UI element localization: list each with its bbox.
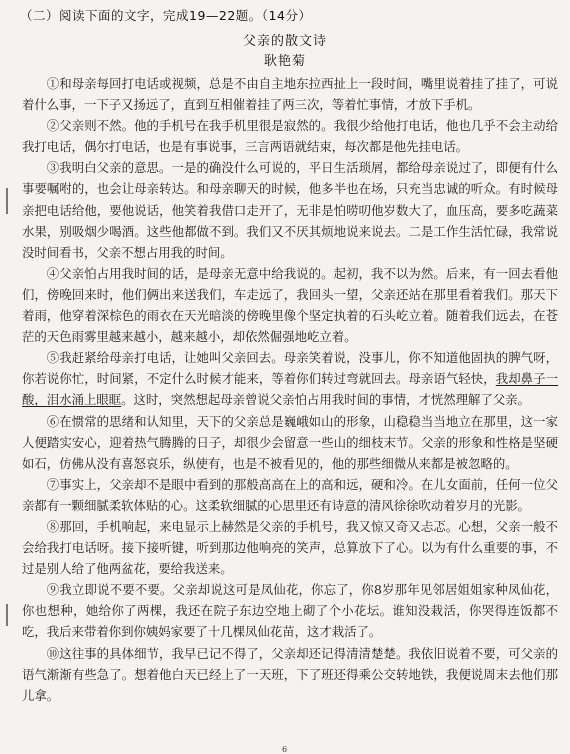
- paragraph-text: ②父亲则不然。他的手机号在我手机里很是寂然的。我很少给他打电话，他也几乎不会主动给我打电话，偶尔打电话，也是有事说事，三言两语就结束，每次都是他先挂电话。: [22, 118, 558, 155]
- paragraph-10: [22, 643, 558, 706]
- paragraph-6: [22, 411, 558, 474]
- paragraph-text: 。这时，突然想起母亲曾说父亲怕占用我时间的事情，才恍然理解了父亲。: [121, 392, 531, 408]
- article-body: [22, 73, 558, 706]
- paragraph-2: [22, 115, 558, 157]
- paragraph-9: [22, 579, 558, 642]
- page-number: 6: [282, 745, 288, 754]
- paragraph-3: [22, 157, 558, 262]
- paragraph-5: [22, 347, 558, 410]
- margin-mark: [6, 604, 8, 626]
- paragraph-text: ⑦事实上，父亲却不是眼中看到的那般高高在上的高和远，硬和冷。在儿女面前，任何一位父亲都有一颗细腻柔软体贴的心。这柔软细腻的心思里还有诗意的清风徐徐吹动着岁月的光影。: [22, 476, 558, 513]
- paragraph-text: ⑥在惯常的思绪和认知里，天下的父亲总是巍峨如山的形象，山稳稳当当地立在那里，这一家人便踏实安心，迎着热气腾腾的日子，却很少会留意一些山的细枝末节。父亲的形象和性格是坚硬如石，仿佛从没有喜怒哀乐，纵使有，也是不被看见的，他的那些细微从来都是被忽略的。: [22, 413, 558, 471]
- paragraph-text: ⑧那回，手机响起，来电显示上赫然是父亲的手机号，我又惊又奇又忐忑。心想，父亲一般不会给我打电话呀。接下接听键，听到那边他响亮的笑声，总算放下了心。以为有什么重要的事，不过是别人给了他两盆花，要给我送来。: [22, 518, 558, 577]
- underlined-sentence: 我却鼻子一酸，泪水涌上眼眶: [22, 371, 559, 408]
- paragraph-8: [22, 516, 558, 579]
- paragraph-text: ⑨我立即说不要不要。父亲却说这可是凤仙花，你忘了，你8岁那年见邻居姐姐家种凤仙花，你也想种，她给你了两棵，我还在院子东边空地上砌了个小花坛。谁知没栽活，你哭得连饭都不吃，我后来带着你到你姨妈家要了十几棵凤仙花苗，这才栽活了。: [22, 582, 558, 640]
- paragraph-text: ⑩这往事的具体细节，我早已记不得了，父亲却还记得清清楚楚。我依旧说着不要，可父亲的语气渐渐有些急了。想着他白天已经上了一天班，下了班还得乘公交转地铁，我便说周末去他们那儿拿。: [22, 645, 558, 703]
- paragraph-text: ④父亲怕占用我时间的话，是母亲无意中给我说的。起初，我不以为然。后来，有一回去看他们，傍晚回来时，他们俩出来送我们，车走远了，我回头一望，父亲还站在那里看着我们。那天下着雨，他穿着深棕色的雨衣在天光暗淡的傍晚里像个坚定执着的石头屹立着。随着我们远去，在苍茫的天色雨雾里越来越小，越来越小，却依然倔强地屹立着。: [22, 265, 558, 345]
- paragraph-text: ①和母亲每回打电话或视频，总是不由自主地东拉西扯上一段时间，嘴里说着挂了挂了，可说着什么事，一下子又扬远了，直到互相催着挂了两三次，等着忙事情，才放下手机。: [22, 76, 558, 113]
- article-author: 耿艳菊: [263, 54, 306, 69]
- margin-mark: [6, 188, 8, 214]
- section-header: （二）阅读下面的文字，完成19—22题。（14分）: [20, 8, 312, 23]
- paragraph-4: [22, 263, 558, 347]
- paragraph-1: [22, 73, 558, 115]
- paragraph-7: [22, 474, 558, 516]
- article-title: 父亲的散文诗: [242, 34, 327, 49]
- paragraph-text: ③我明白父亲的意思。一是的确没什么可说的，平日生活琐屑，都给母亲说过了，即便有什么事要嘱咐的，也会让母亲转达。和母亲聊天的时候，他多半也在场，只充当忠诚的听众。有时候母亲把电话给他，要他说话，他笑着我借口走开了，无非是怕唠叨他岁数大了，血压高，要多吃蔬菜水果，别吸烟少喝酒。这些他都做不到。我们又不厌其烦地说来说去。二是工作生活忙碌，我常说没时间看书，父亲不想占用我的时间。: [22, 160, 558, 260]
- paragraph-text: ⑤我赶紧给母亲打电话，让她叫父亲回去。母亲笑着说，没事儿，你不知道他固执的脾气呀，你若说你忙，时间紧，不定什么时候才能来，等着你们转过弯就回去。母亲语气轻快，: [22, 350, 558, 387]
